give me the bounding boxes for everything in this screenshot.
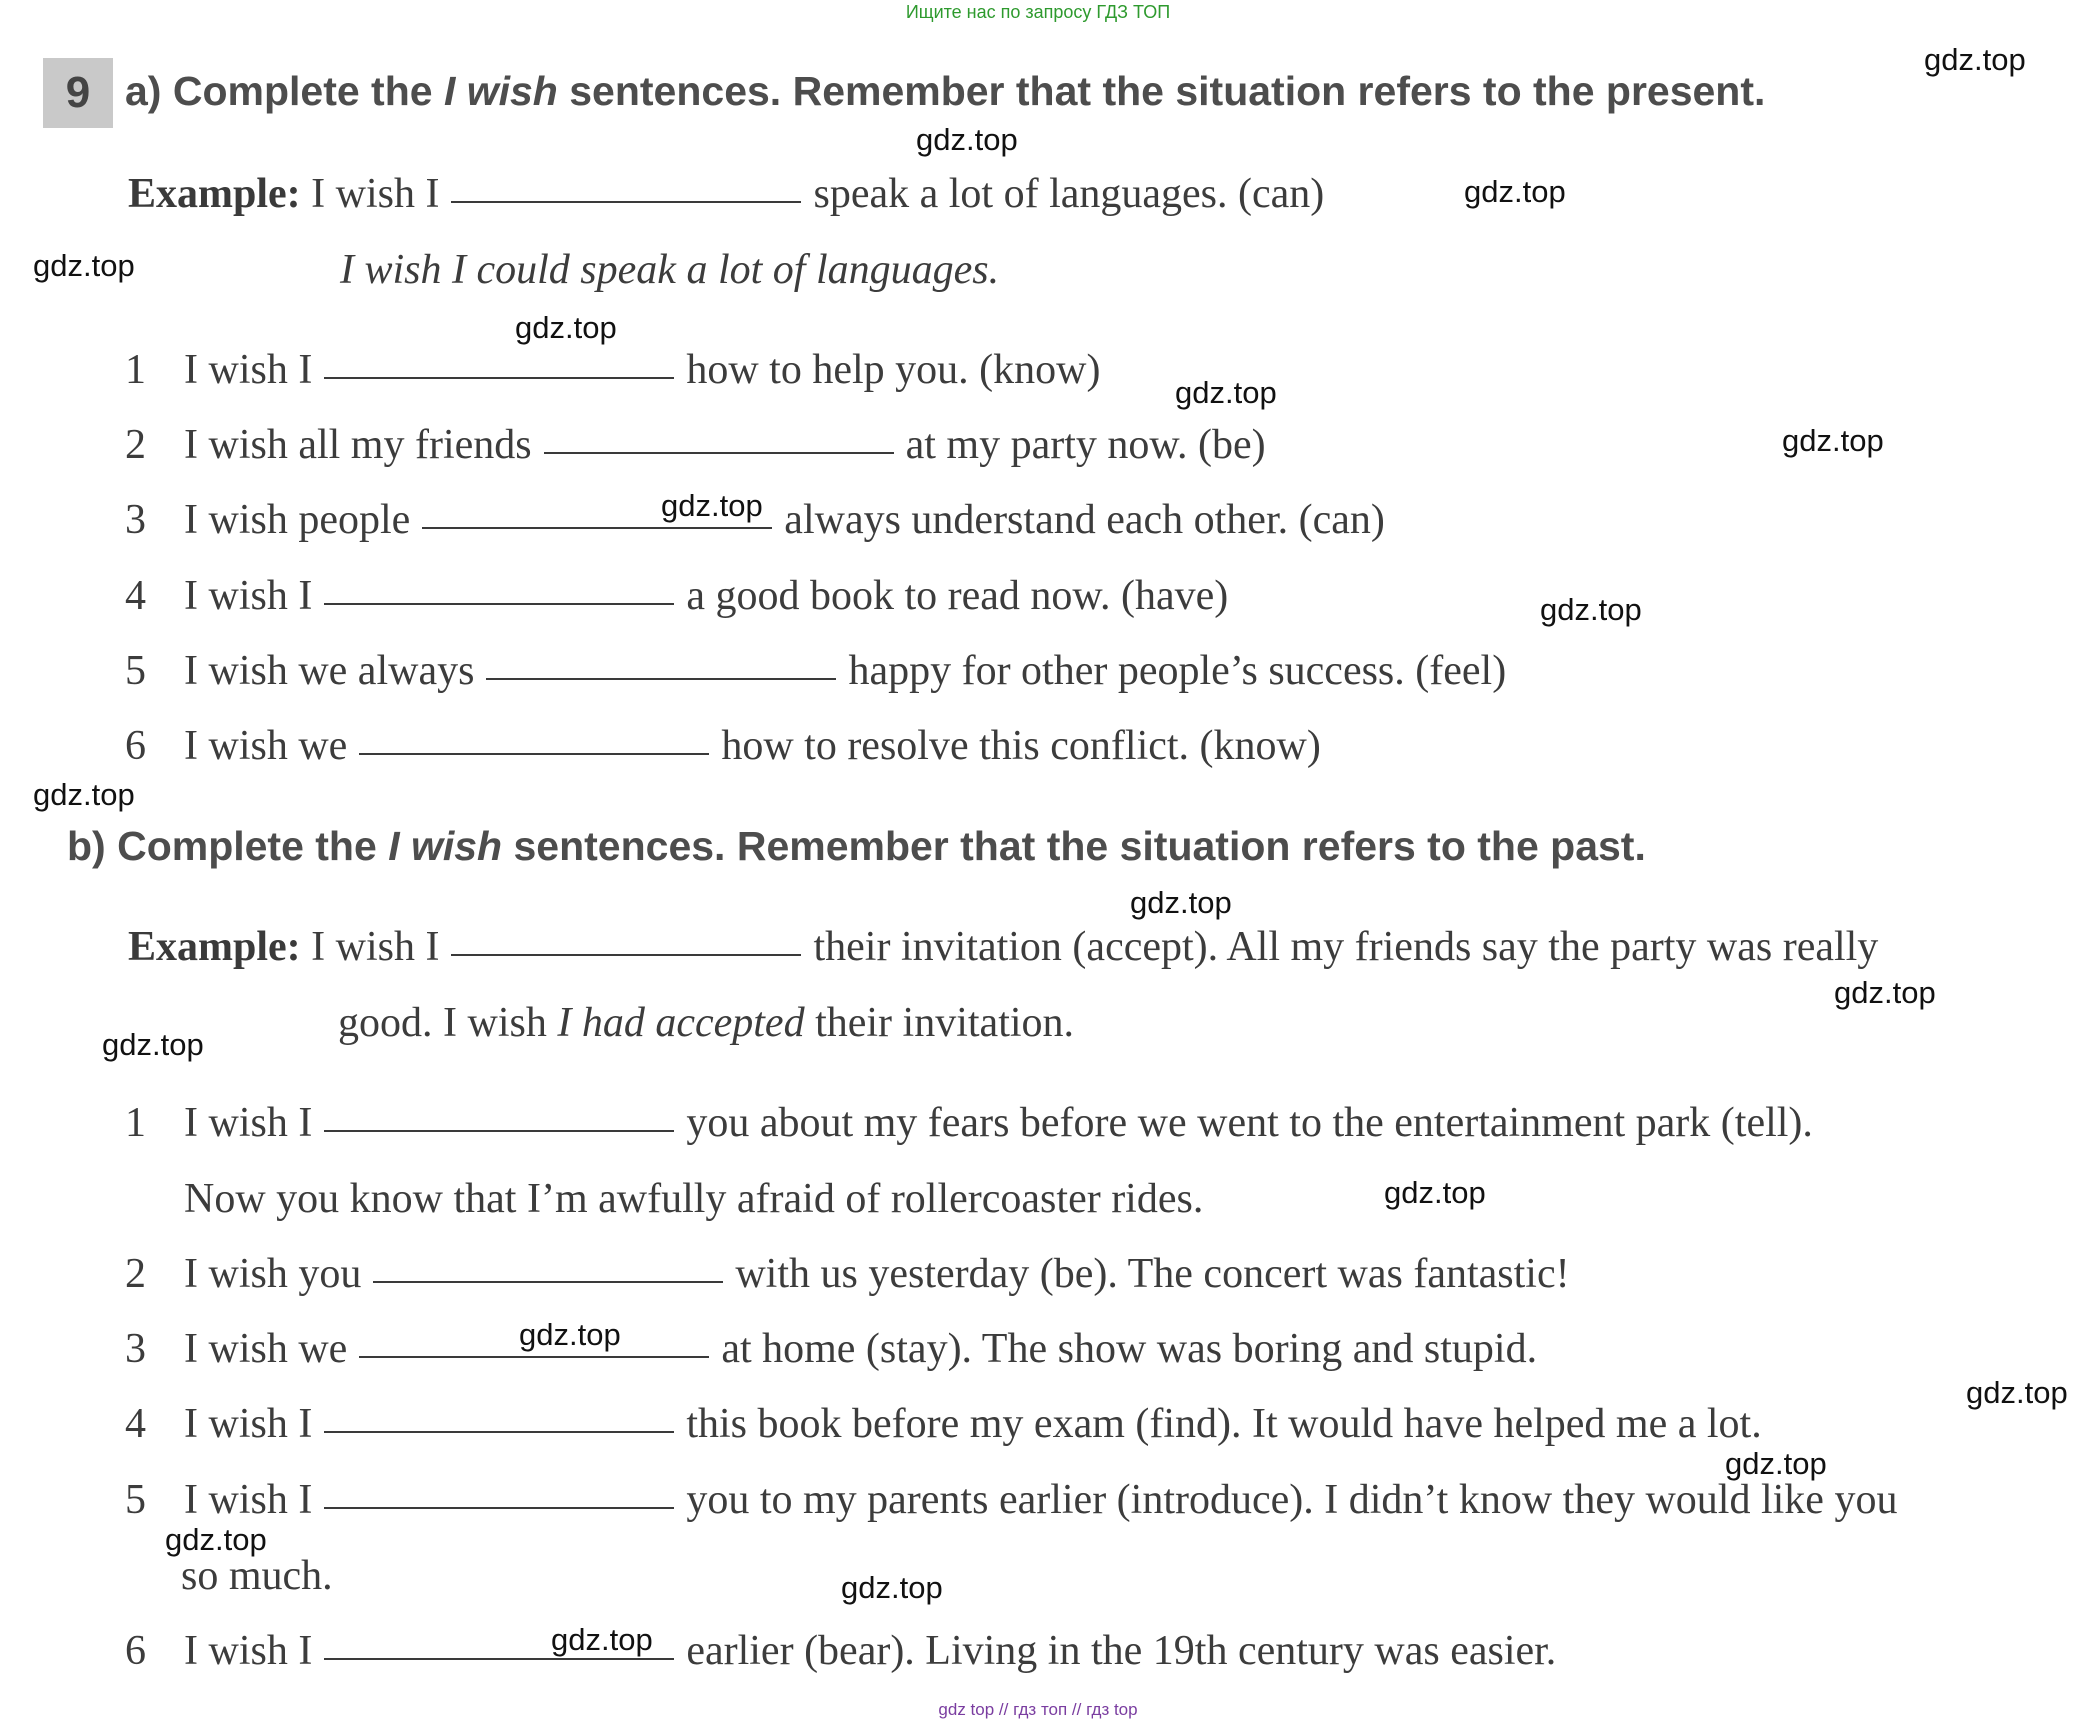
watermark: gdz.top — [519, 1317, 621, 1352]
footer-note: gdz top // гдз топ // гдз top — [938, 1700, 1138, 1719]
part-b-item-4: 4 I wish I this book before my exam (find). It would have helped me a lot. — [125, 1401, 1762, 1447]
watermark: gdz.top — [33, 248, 135, 283]
watermark: gdz.top — [1966, 1375, 2068, 1410]
watermark: gdz.top — [1924, 42, 2026, 77]
answer-blank — [324, 1507, 674, 1509]
part-a-item-6: 6 I wish we how to resolve this conflict. (know) — [125, 723, 1321, 769]
part-a-example: Example: I wish I speak a lot of languages. (can) — [128, 171, 1325, 217]
part-a-heading: a) Complete the I wish sentences. Remember that the situation refers to the present. — [125, 68, 1766, 114]
watermark: gdz.top — [1782, 423, 1884, 458]
answer-blank — [451, 954, 801, 956]
watermark: gdz.top — [1384, 1175, 1486, 1210]
part-b-example: Example: I wish I their invitation (accept). All my friends say the party was really — [128, 924, 1879, 970]
watermark: gdz.top — [1175, 375, 1277, 410]
part-b-item-1-continuation: Now you know that I’m awfully afraid of rollercoaster rides. — [184, 1176, 1204, 1222]
part-b-item-2: 2 I wish you with us yesterday (be). The concert was fantastic! — [125, 1251, 1570, 1297]
answer-blank — [373, 1281, 723, 1283]
part-b-item-5-continuation: so much. — [181, 1553, 333, 1599]
watermark: gdz.top — [165, 1522, 267, 1557]
answer-blank — [451, 201, 801, 203]
part-a-item-3: 3 I wish people always understand each other. (can) — [125, 497, 1385, 543]
answer-blank — [324, 603, 674, 605]
exercise-number-badge: 9 — [43, 58, 113, 128]
answer-blank — [324, 1130, 674, 1132]
watermark: gdz.top — [916, 122, 1018, 157]
answer-blank — [486, 678, 836, 680]
part-b-item-3: 3 I wish we at home (stay). The show was boring and stupid. — [125, 1326, 1538, 1372]
example-label: Example: — [128, 924, 301, 970]
part-b-heading: b) Complete the I wish sentences. Remember that the situation refers to the past. — [67, 823, 1646, 869]
part-b-item-5: 5 I wish I you to my parents earlier (introduce). I didn’t know they would like you — [125, 1477, 1898, 1523]
part-a-item-5: 5 I wish we always happy for other people’s success. (feel) — [125, 648, 1507, 694]
watermark: gdz.top — [841, 1570, 943, 1605]
watermark: gdz.top — [1130, 885, 1232, 920]
watermark: gdz.top — [1540, 592, 1642, 627]
answer-blank — [324, 377, 674, 379]
header-search-note: Ищите нас по запросу ГДЗ ТОП — [905, 2, 1171, 22]
part-a-item-1: 1 I wish I how to help you. (know) — [125, 347, 1101, 393]
watermark: gdz.top — [515, 310, 617, 345]
example-label: Example: — [128, 171, 301, 217]
answer-blank — [359, 753, 709, 755]
watermark: gdz.top — [33, 777, 135, 812]
part-a-example-answer: I wish I could speak a lot of languages. — [340, 247, 1000, 293]
part-b-item-1: 1 I wish I you about my fears before we went to the entertainment park (tell). — [125, 1100, 1813, 1146]
part-a-item-4: 4 I wish I a good book to read now. (have) — [125, 573, 1229, 619]
watermark: gdz.top — [1725, 1446, 1827, 1481]
part-b-item-6: 6 I wish I earlier (bear). Living in the 19th century was easier. — [125, 1628, 1557, 1674]
part-a-item-2: 2 I wish all my friends at my party now. (be) — [125, 422, 1266, 468]
watermark: gdz.top — [1834, 975, 1936, 1010]
answer-blank — [359, 1356, 709, 1358]
watermark: gdz.top — [551, 1622, 653, 1657]
answer-blank — [544, 452, 894, 454]
watermark: gdz.top — [1464, 174, 1566, 209]
part-b-example-line2: good. I wish I had accepted their invitation. — [338, 1000, 1075, 1046]
answer-blank — [324, 1431, 674, 1433]
watermark: gdz.top — [102, 1027, 204, 1062]
answer-blank — [324, 1658, 674, 1660]
watermark: gdz.top — [661, 488, 763, 523]
answer-blank — [422, 527, 772, 529]
